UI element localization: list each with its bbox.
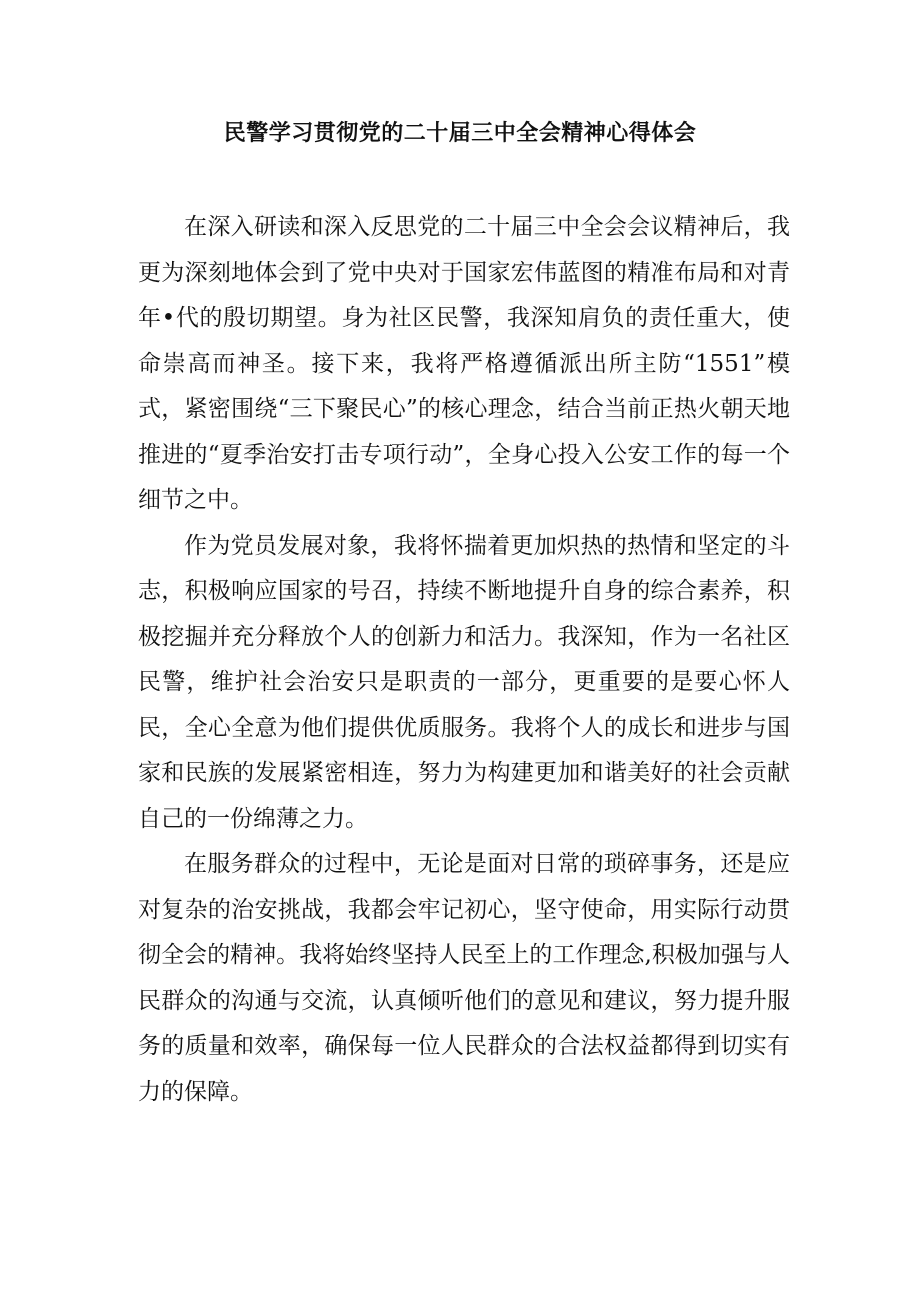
document-title: 民警学习贯彻党的二十届三中全会精神心得体会 xyxy=(223,121,697,146)
document-body xyxy=(138,205,790,1115)
paragraph-3: 在服务群众的过程中，无论是面对日常的琐碎事务，还是应对复杂的治安挑战，我都会牢记初心，坚守使命，用实际行动贯彻全会的精神。我将始终坚持人民至上的工作理念,积极加强与人民群众的沟通与交流，认真倾听他们的意见和建议，努力提升服务的质量和效率，确保每一位人民群众的合法权益都得到切实有力的保障。 xyxy=(138,851,790,1105)
paragraph-2: 作为党员发展对象，我将怀揣着更加炽热的热情和坚定的斗志，积极响应国家的号召，持续不断地提升自身的综合素养，积极挖掘并充分释放个人的创新力和活力。我深知，作为一名社区民警，维护社会治安只是职责的一部分，更重要的是要心怀人民，全心全意为他们提供优质服务。我将个人的成长和进步与国家和民族的发展紧密相连，努力为构建更加和谐美好的社会贡献自己的一份绵薄之力。 xyxy=(138,532,790,832)
paragraph-1: 在深入研读和深入反思党的二十届三中全会会议精神后，我更为深刻地体会到了党中央对于国家宏伟蓝图的精准布局和对青年•代的殷切期望。身为社区民警，我深知肩负的责任重大，使命崇高而神圣。接下来，我将严格遵循派出所主防“1551”模式，紧密围绕“三下聚民心”的核心理念，结合当前正热火朝天地推进的“夏季治安打击专项行动”，全身心投入公安工作的每一个细节之中。 xyxy=(138,214,790,513)
